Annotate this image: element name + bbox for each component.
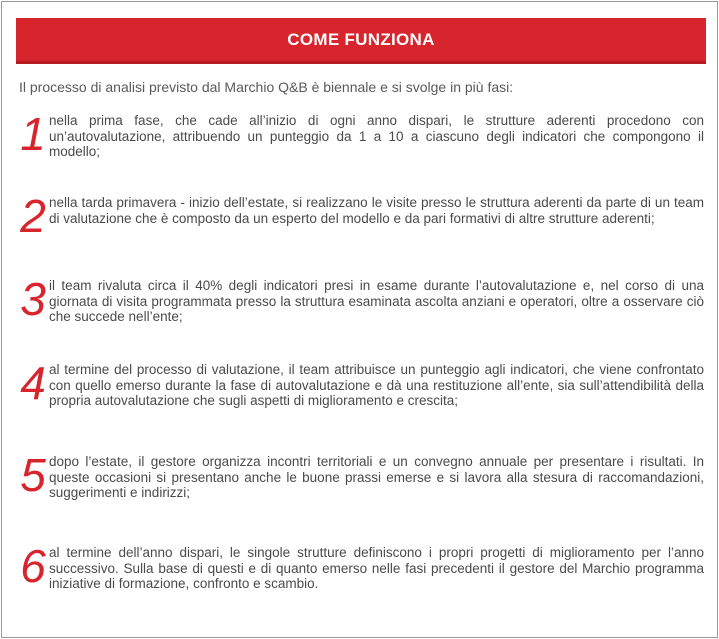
step-1 [18,108,708,183]
info-panel [1,1,718,638]
step-text: al termine dell’anno dispari, le singole strutture definiscono i propri progetti di miglioramento per l’anno successivo. Sulla base di questi e di quanto emerso nelle fasi precedenti il gestore del Marchio programma iniziative di formazione, confronto e scambio. [49,545,704,591]
step-text: il team rivaluta circa il 40% degli indicatori presi in esame durante l’autovalutazione e, nel corso di una giornata di visita programmata presso la struttura esaminata ascolta anziani e operatori, oltre a osservare ciò che succede nell’ente; [49,278,704,324]
step-text: al termine del processo di valutazione, il team attribuisce un punteggio agli indicatori, che viene confrontato con quello emerso durante la fase di autovalutazione e dà una restituzione all’ente, sia sull’attendibilità della propria autovalutazione che sugli aspetti di miglioramento e crescita; [49,362,704,408]
header-title: COME FUNZIONA [287,29,435,49]
step-6 [18,540,708,615]
step-number: 6 [20,540,46,592]
step-number: 2 [20,190,46,242]
step-2 [18,190,708,265]
step-number: 3 [20,273,46,325]
step-number: 5 [20,449,46,501]
step-4 [18,357,708,432]
step-number: 4 [20,357,46,409]
header-banner [16,18,706,64]
intro-text: Il processo di analisi previsto dal Marchio Q&B è biennale e si svolge in più fasi: [19,79,514,95]
step-5 [18,449,708,524]
step-text: nella prima fase, che cade all’inizio di ogni anno dispari, le strutture aderenti procedono con un’autovalutazione, attribuendo un punteggio da 1 a 10 a ciascuno degli indicatori che compongono il modello; [49,113,704,159]
step-3 [18,273,708,348]
step-text: nella tarda primavera - inizio dell’estate, si realizzano le visite presso le struttura aderenti da parte di un team di valutazione che è composto da un esperto del modello e da pari formativi di altre strutture aderenti; [49,195,704,226]
step-number: 1 [20,108,46,160]
step-text: dopo l’estate, il gestore organizza incontri territoriali e un convegno annuale per presentare i risultati. In queste occasioni si presentano anche le buone prassi emerse e si lavora alla stesura di raccomandazioni, suggerimenti e indirizzi; [49,454,704,500]
